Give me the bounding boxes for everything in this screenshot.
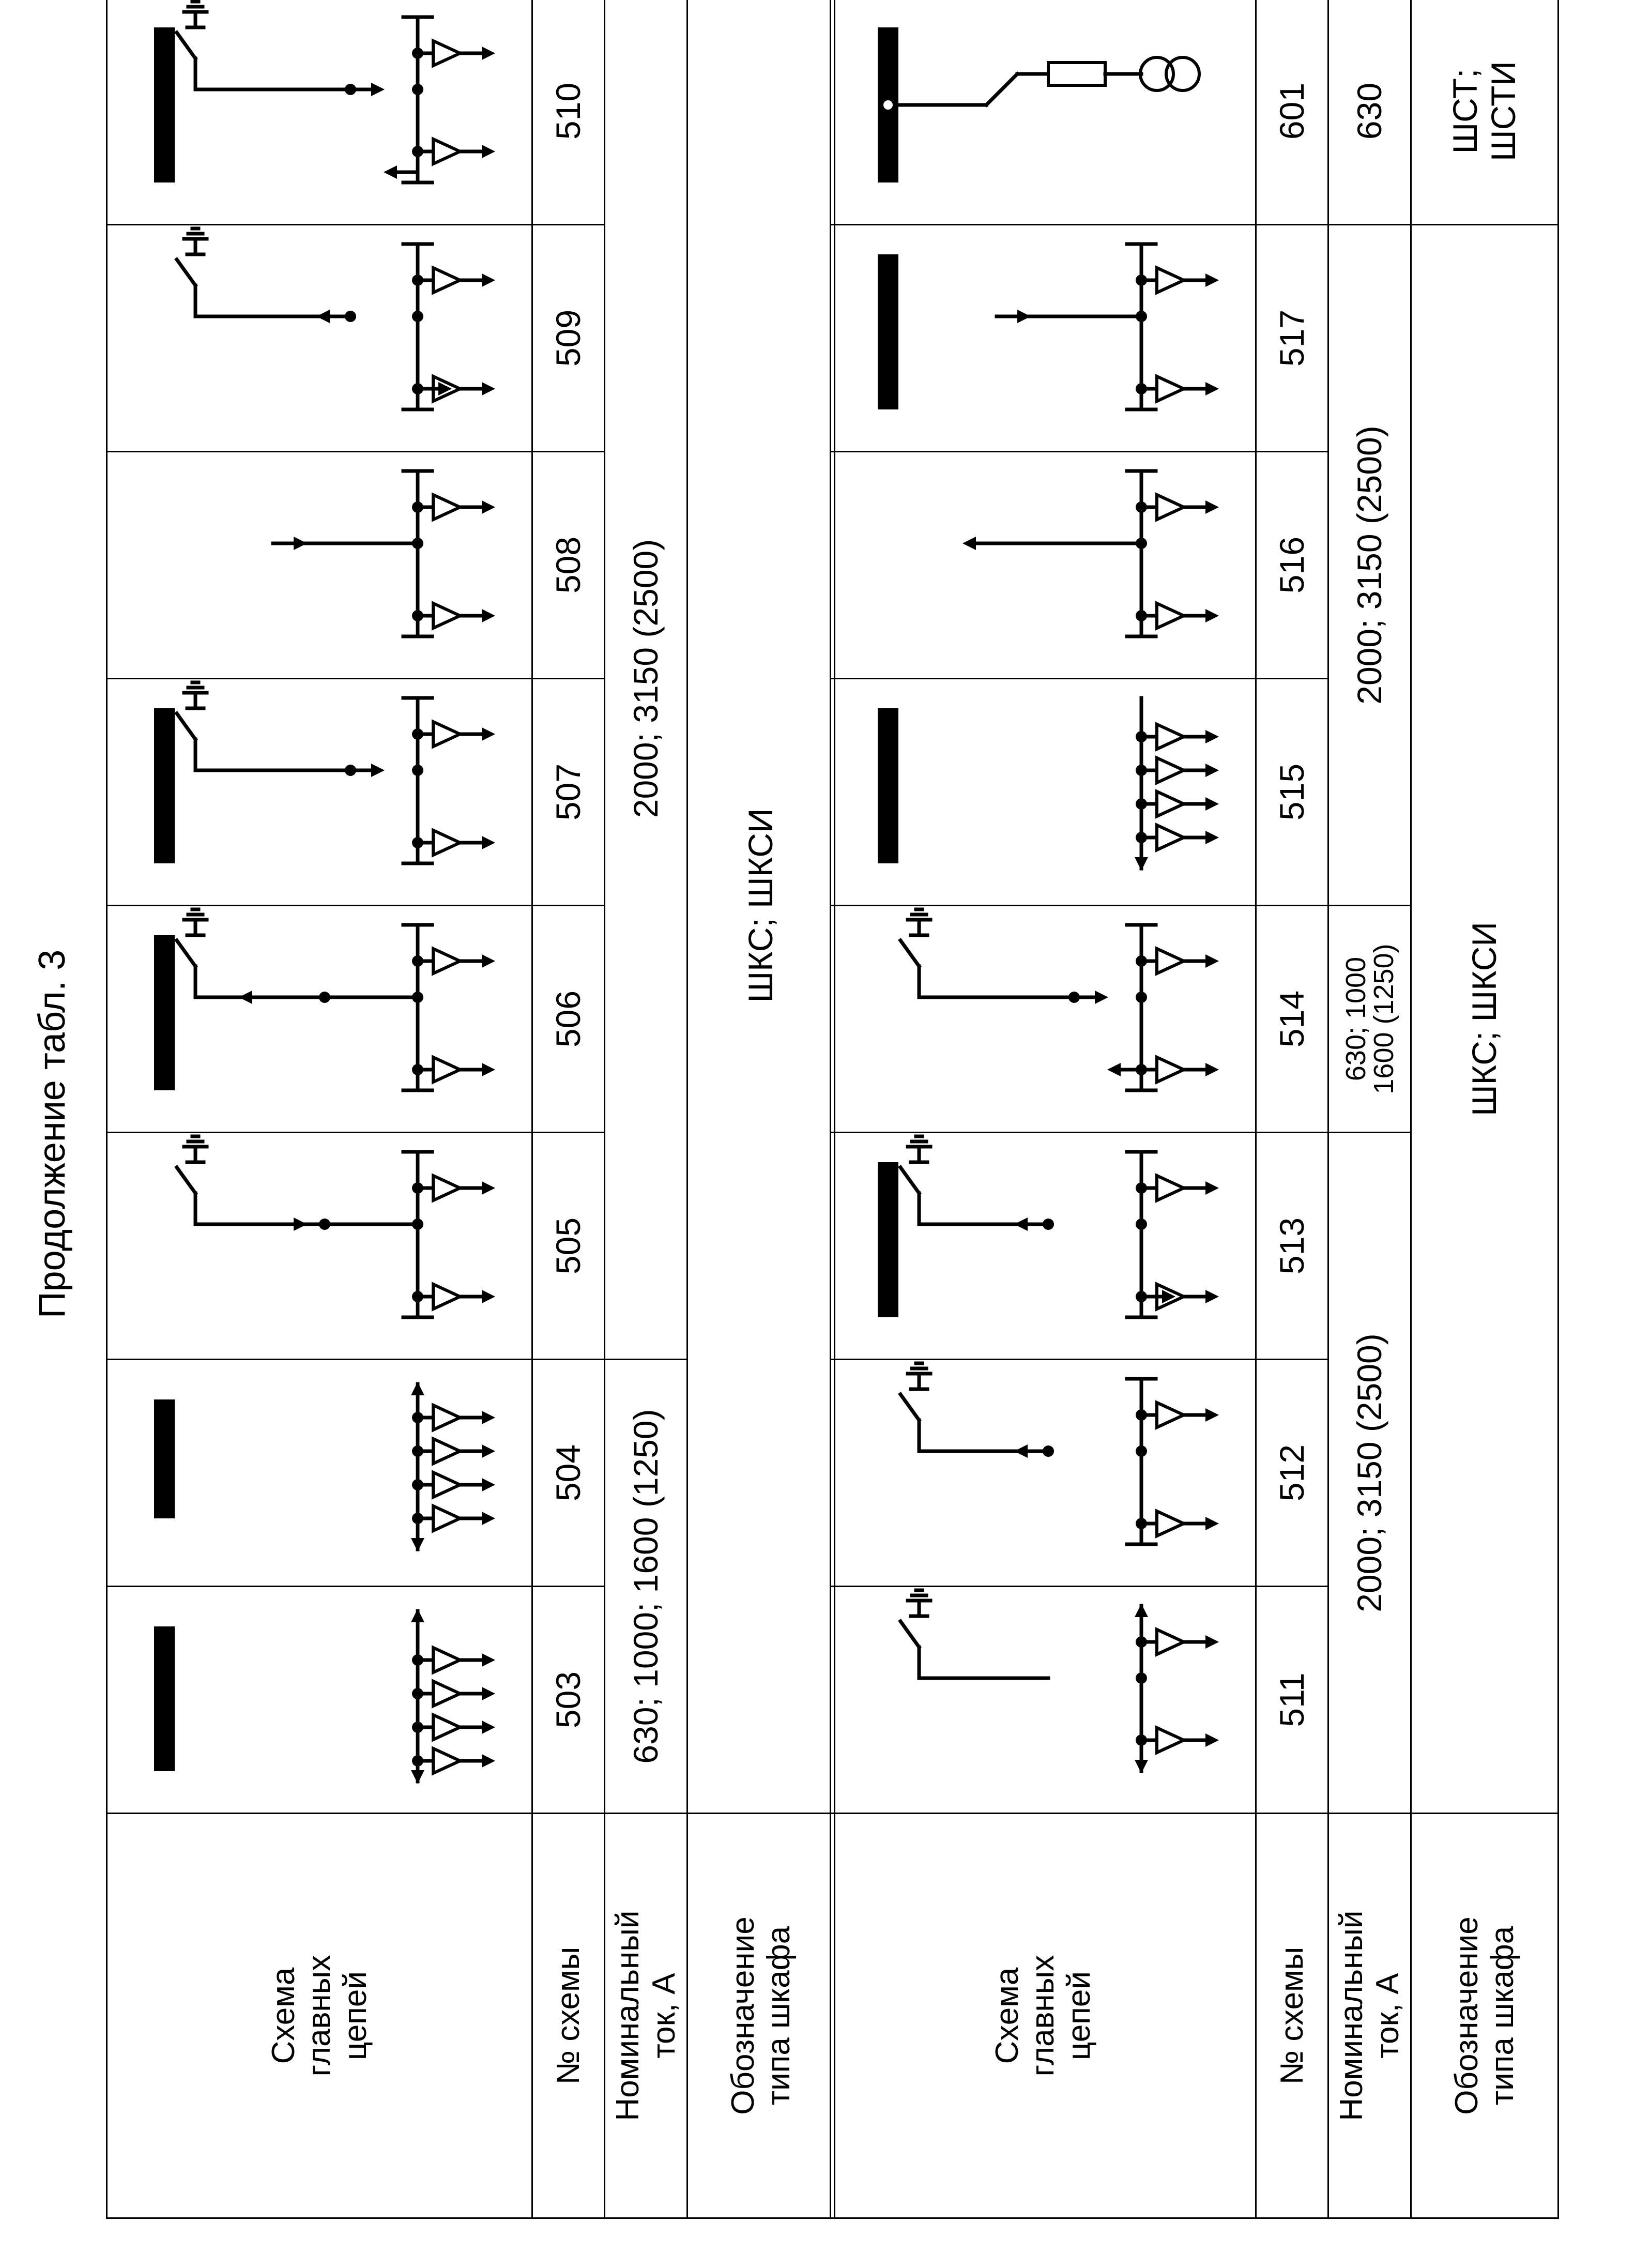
scheme-512-cell [831,1360,1256,1587]
current-transformer-icon [433,1439,460,1464]
row-label-cabinet: Обозначение типа шкафа [1411,1814,1558,2218]
row-label-scheme: Схема главных цепей [107,1814,532,2218]
arrow-icon [1107,1063,1121,1076]
current-transformer-icon [1157,1057,1184,1082]
arrow-icon [1014,1444,1028,1458]
junction-dot [319,992,330,1003]
scheme-number: 509 [532,225,605,452]
arrow-icon [1205,382,1219,395]
current-transformer-icon [1157,1511,1184,1536]
scheme-510-diagram [108,0,531,224]
arrow-icon [1014,1217,1028,1231]
arrow-icon [482,1478,495,1491]
transformer-icon [1140,57,1173,90]
junction-dot [1136,992,1147,1003]
arrow-icon [1205,1635,1219,1649]
current-transformer-icon [433,1472,460,1497]
arrow-icon [482,1687,495,1700]
arrow-icon [411,1609,424,1622]
current-transformer-icon [433,268,460,293]
arrow-icon [482,500,495,514]
junction-dot [1136,1672,1147,1684]
scheme-512-diagram [831,1359,1255,1586]
arrow-icon [316,310,330,323]
scheme-507-cell [107,679,532,906]
arrow-icon [1135,1760,1148,1773]
scheme-number: 512 [1256,1360,1328,1587]
scheme-number: 508 [532,452,605,679]
arrow-icon [482,1653,495,1667]
current-transformer-icon [1157,724,1184,749]
current-transformer-icon [433,1176,460,1200]
scheme-503-diagram [108,1586,531,1813]
arrow-icon [384,165,397,179]
arrow-icon [1205,500,1219,514]
switch-blade [986,74,1017,105]
junction-dot [412,311,423,322]
arrow-icon [1095,991,1108,1004]
busbar [878,708,898,863]
current-transformer-icon [1157,758,1184,783]
arrow-icon [371,83,385,96]
row-label-cabinet: Обозначение типа шкафа [687,1814,835,2218]
scheme-506-cell [107,906,532,1133]
arrow-icon [482,47,495,60]
row-label-current: Номинальный ток, А [1328,1814,1411,2218]
arrow-icon [482,273,495,287]
current-transformer-icon [433,1681,460,1706]
scheme-508-diagram [108,451,531,678]
scheme-514-cell [831,906,1256,1133]
scheme-number: 601 [1256,0,1328,225]
scheme-517-cell [831,225,1256,452]
arrow-icon [1205,1290,1219,1303]
current-transformer-icon [433,603,460,628]
table-caption: Продолжение табл. 3 [32,949,73,1319]
switch-blade [177,713,195,739]
arrow-icon [482,1444,495,1458]
switch-blade [900,1621,919,1647]
arrow-icon [482,727,495,741]
arrow-icon [482,382,495,395]
cabinet-type: ШСТ; ШСТИ [1411,0,1558,225]
scheme-number: 515 [1256,679,1328,906]
current-transformer-icon [433,1506,460,1531]
arrow-icon [1205,1181,1219,1195]
switch-blade [177,1167,195,1193]
scheme-505-cell [107,1133,532,1360]
scheme-number: 516 [1256,452,1328,679]
table-bottom-block [830,0,1559,2219]
arrow-icon [294,1217,307,1231]
scheme-number: 507 [532,679,605,906]
arrow-icon [1205,609,1219,622]
arrow-icon [411,1770,424,1784]
scheme-509-diagram [108,224,531,451]
scheme-513-cell [831,1133,1256,1360]
arrow-icon [1135,857,1148,871]
current-transformer-icon [433,495,460,520]
current-transformer-icon [433,139,460,164]
current-transformer-icon [1157,825,1184,850]
current-transformer-icon [433,1748,460,1773]
junction-dot [412,1219,423,1230]
scheme-508-cell [107,452,532,679]
arrow-icon [1205,831,1219,844]
scheme-509-cell [107,225,532,452]
scheme-number: 505 [532,1133,605,1360]
scheme-515-diagram [831,678,1255,905]
arrow-icon [239,991,252,1004]
scheme-601-cell [831,0,1256,225]
rated-current: 2000; 3150 (2500) [1328,225,1411,906]
rated-current: 630; 1000 1600 (1250) [1328,906,1411,1133]
current-transformer-icon [1157,1728,1184,1753]
current-transformer-icon [433,949,460,973]
arrow-icon [1205,1733,1219,1747]
arrow-icon [482,1411,495,1424]
row-label-number: № схемы [1256,1814,1328,2218]
switch-blade [177,260,195,285]
current-transformer-icon [1157,1403,1184,1427]
scheme-number: 513 [1256,1133,1328,1360]
scheme-511-diagram [831,1586,1255,1813]
fuse-icon [1048,63,1105,85]
current-transformer-icon [433,1648,460,1672]
scheme-511-cell [831,1587,1256,1814]
arrow-icon [482,1063,495,1076]
busbar [154,27,175,182]
scheme-number: 517 [1256,225,1328,452]
scheme-number: 510 [532,0,605,225]
arrow-icon [482,1754,495,1768]
scheme-514-diagram [831,905,1255,1132]
junction-dot [412,765,423,776]
rated-current: 2000; 3150 (2500) [605,0,687,1360]
scheme-510-cell [107,0,532,225]
arrow-icon [482,1721,495,1734]
scheme-506-diagram [108,905,531,1132]
scheme-503-cell [107,1587,532,1814]
current-transformer-icon [433,830,460,855]
switch-blade [900,1167,919,1193]
current-transformer-icon [433,1057,460,1082]
transformer-icon [1166,57,1199,90]
cabinet-type: ШКС; ШКСИ [1411,225,1558,1814]
switch-blade [900,1394,919,1420]
table-top-block [106,0,835,2219]
scheme-516-diagram [831,451,1255,678]
current-transformer-icon [433,41,460,66]
switch-blade [177,940,195,966]
scheme-504-diagram [108,1359,531,1586]
scheme-number: 514 [1256,906,1328,1133]
junction-dot [1136,1219,1147,1230]
arrow-icon [482,954,495,968]
scheme-513-diagram [831,1132,1255,1359]
busbar [154,935,175,1090]
arrow-icon [1205,1408,1219,1422]
row-label-current: Номинальный ток, А [605,1814,687,2218]
arrow-icon [482,145,495,158]
arrow-icon [1205,1517,1219,1530]
current-transformer-icon [433,1405,460,1430]
junction-dot [319,1219,330,1230]
current-transformer-icon [1157,1630,1184,1654]
arrow-icon [1205,954,1219,968]
junction-dot [883,100,893,110]
scheme-601-diagram [831,0,1255,224]
current-transformer-icon [1157,791,1184,816]
arrow-icon [371,764,385,777]
current-transformer-icon [433,722,460,747]
arrow-icon [482,609,495,622]
arrow-icon [1205,764,1219,777]
rated-current: 630; 1000; 1600 (1250) [605,1360,687,1814]
arrow-icon [1205,1063,1219,1076]
busbar [154,1626,175,1771]
arrow-icon [1135,1604,1148,1617]
scheme-number: 506 [532,906,605,1133]
switch-blade [900,940,919,966]
current-transformer-icon [1157,603,1184,628]
scheme-505-diagram [108,1132,531,1359]
scheme-517-diagram [831,224,1255,451]
current-transformer-icon [1157,949,1184,973]
arrow-icon [1205,730,1219,743]
busbar [154,1399,175,1518]
arrow-icon [962,537,976,550]
arrow-icon [482,1512,495,1525]
arrow-icon [482,1290,495,1303]
busbar [154,708,175,863]
arrow-icon [1205,273,1219,287]
row-label-scheme: Схема главных цепей [831,1814,1256,2218]
arrow-icon [482,836,495,849]
scheme-507-diagram [108,678,531,905]
cabinet-type: ШКС; ШКСИ [687,0,835,1814]
rated-current: 2000; 3150 (2500) [1328,1133,1411,1814]
busbar [878,1162,898,1317]
arrow-icon [411,1538,424,1551]
scheme-516-cell [831,452,1256,679]
current-transformer-icon [433,1715,460,1740]
junction-dot [1136,1445,1147,1457]
arrow-icon [482,1181,495,1195]
arrow-icon [1205,797,1219,811]
rated-current: 630 [1328,0,1411,225]
current-transformer-icon [1157,376,1184,401]
row-label-number: № схемы [532,1814,605,2218]
current-transformer-icon [1157,495,1184,520]
current-transformer-icon [1157,1176,1184,1200]
scheme-number: 503 [532,1587,605,1814]
switch-blade [177,33,195,58]
scheme-number: 504 [532,1360,605,1587]
current-transformer-icon [1157,268,1184,293]
arrow-icon [411,1382,424,1395]
current-transformer-icon [433,1284,460,1309]
junction-dot [412,84,423,95]
busbar [878,254,898,409]
scheme-504-cell [107,1360,532,1587]
scheme-515-cell [831,679,1256,906]
scheme-number: 511 [1256,1587,1328,1814]
